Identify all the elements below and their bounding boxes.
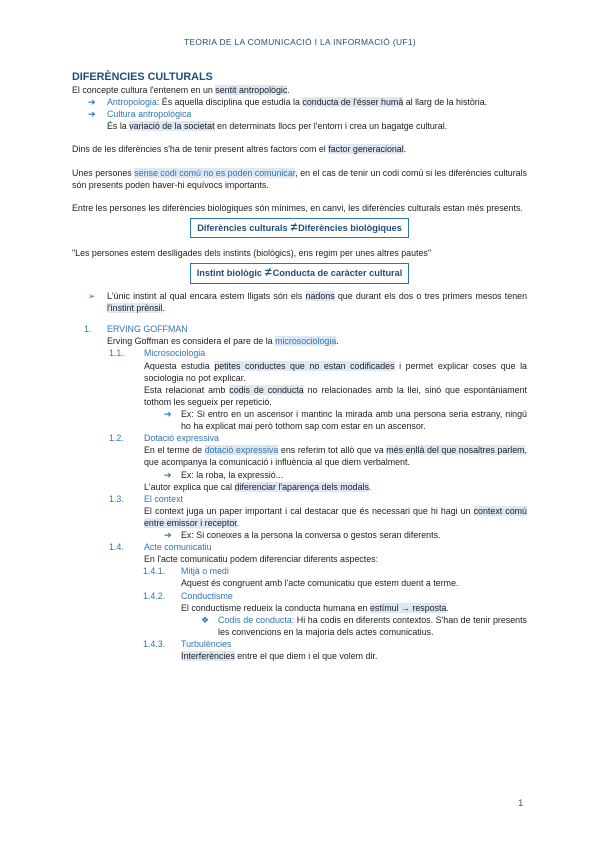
arrow-bullet-icon: ➔ xyxy=(164,469,172,480)
section-1-2: 1.2. Dotació expressiva En el terme de dotació expressiva ens referim tot allò que va més enllà del que nosaltres parlem, que acompanya la comunicació i influència al que diem verbalment. ➔ Ex: la roba, la expressió... L'autor explica que cal diferenciar l'aparença dels modals. xyxy=(109,433,528,492)
arrow-bullet-icon: ➔ xyxy=(164,408,172,419)
section-1-4-2: 1.4.2. Conductisme El conductisme redueix la conducta humana en estímul → resposta. ❖ Codis de conducta: Hi ha codis en diferents contextos. S'han de tenir presents les convencions en la majoria dels actes comunicatius. xyxy=(143,590,527,637)
highlight: sentit antropològic xyxy=(215,84,288,95)
arrow-bullet-icon: ➔ xyxy=(88,97,96,108)
diamond-bullet-icon: ❖ xyxy=(201,614,209,625)
comparison-box-1: Diferències culturals ≠ Diferències biològiques xyxy=(190,218,409,239)
section-1-3: 1.3. El context El context juga un paper important i cal destacar que és necessari que hi hagi un context comú entre emissor i receptor. ➔ Ex: Si coneixes a la persona la conversa o gestos seran diferents. xyxy=(109,493,527,541)
section-1-1: 1.1. Microsociologia Aquesta estudia petites conductes que no estan codificades i permet explicar coses que la sociologia no pot explicar. Esta relacionat amb codis de conducta no relacionades amb la llei, sinó que espontàniament tothom les segueix per repetició. ➔ Ex: Si entro en un ascensor i mantinc la mirada amb una persona seria estrany, ningú ho ha explicat mai però tothom sap com estar en un ascensor. xyxy=(109,348,527,432)
paragraph-generacional: Dins de les diferències s'ha de tenir present altres factors com el factor generacional. xyxy=(72,144,407,155)
arrow-bullet-icon: ➔ xyxy=(88,109,96,120)
section-1-4-1: 1.4.1. Mitjà o medi Aquest és congruent amb l'acte comunicatiu que estem duent a terme. xyxy=(143,566,459,589)
quote: "Les persones estem deslligades dels instints (biològics), ens regim per unes altres pautes" xyxy=(72,248,432,259)
document-body xyxy=(72,71,527,662)
paragraph-diferencies: Entre les persones les diferències biològiques són mínimes, en canvi, les diferències culturals estan més presents. xyxy=(72,202,523,213)
section-1-4: 1.4. Acte comunicatiu En l'acte comunicatiu podem diferenciar diferents aspectes: 1.4.1. Mitjà o medi Aquest és congruent amb l'acte comunicatiu que estem duent a terme. 1.4.2. Conductisme El conductisme redueix la conducta humana en estímul → resposta. ❖ Codis de conducta: Hi ha codis en diferents contextos. S'han de tenir presents les convencions en la majoria dels actes comunicatius. 1.4.3. Turbulències Interferències entre el que diem i el que volem dir. xyxy=(109,542,527,662)
not-equal-icon: ≠ xyxy=(265,265,270,280)
example: ➔ Ex: la roba, la expressió... xyxy=(164,469,284,480)
arrow-bullet-icon: ➔ xyxy=(164,530,172,541)
bullet-codis: ❖ Codis de conducta: Hi ha codis en diferents contextos. S'han de tenir presents les convencions en la majoria dels actes comunicatius. xyxy=(201,614,527,637)
section-heading: ERVING GOFFMAN xyxy=(107,324,188,335)
triangle-bullet-icon: ➢ xyxy=(88,290,96,301)
section-title: DIFERÈNCIES CULTURALS xyxy=(72,71,213,83)
intro-paragraph: El concepte cultura l'entenem en un sentit antropològic. xyxy=(72,84,290,95)
paragraph-codi-comu: Unes persones sense codi comú no es poden comunicar, en el cas de tenir un codi comú si les diferències culturals són presents poden haver-hi equívocs importants. xyxy=(72,167,527,190)
bullet-cultura-antropologica: ➔ Cultura antropològica És la variació de la societat en determinats llocs per l'entorn i crea un bagatge cultural. xyxy=(88,109,448,132)
bullet-antropologia: ➔ Antropologia: És aquella disciplina que estudia la conducta de l'ésser humà al llarg de la història. xyxy=(88,97,488,108)
bullet-nadons: ➢ L'únic instint al qual encara estem lligats són els nadons que durant els dos o tres primers mesos tenen l'instint prènsil. xyxy=(88,290,528,314)
comparison-box-2: Instint biològic ≠ Conducta de caràcter cultural xyxy=(190,263,410,284)
section-1: 1. ERVING GOFFMAN Erving Goffman es considera el pare de la microsociologia. 1.1. Microsociologia Aquesta estudia petites conductes que no estan codificades i permet explicar coses que la sociologia no pot explicar. Esta relacionat amb codis de conducta no relacionades amb la llei, sinó que espontàniament tothom les segueix per repetició. ➔ Ex: Si entro en un ascensor i mantinc la mirada amb una persona seria estrany, ningú ho ha explicat mai però tothom sap com estar en un ascensor. 1.2. Dotació expressiva En el terme de dotació expressiva ens referim tot allò que va més enllà del que nosaltres parlem, que acompanya la comunicació i influència al que diem verbalment. ➔ Ex: la roba, la expressió... L'autor explica que cal diferenciar l'aparença dels modals. 1.3. El context El context juga un paper important i cal destacar que és necessari que hi hagi un context comú entre emissor i receptor. ➔ Ex: Si coneixes a la persona la conversa o gestos seran diferents. 1.4. Acte comunicatiu En l'acte comunicatiu podem diferenciar diferents aspectes: 1.4.1. Mitjà o medi Aquest és congruent amb l'acte comunicatiu que estem duent a terme. 1.4.2. Conductisme El conductisme redueix la conducta humana en estímul → resposta. ❖ Codis de conducta: Hi ha codis en diferents contextos. S'han de tenir presents les convencions en la majoria dels actes comunicatius. 1.4.3. Turbulències Interferències entre el que diem i el que volem dir. xyxy=(84,324,528,662)
not-equal-icon: ≠ xyxy=(290,219,296,234)
section-1-4-3: 1.4.3. Turbulències Interferències entre el que diem i el que volem dir. xyxy=(143,639,378,662)
header-title: TEORIA DE LA COMUNICACIÓ I LA INFORMACIÓ (UF1) xyxy=(183,37,416,47)
page-number: 1 xyxy=(518,798,524,809)
example: ➔ Ex: Si entro en un ascensor i mantinc la mirada amb una persona seria estrany, ningú ho ha explicat mai però tothom sap com estar en un ascensor. xyxy=(164,408,527,432)
section-number: 1. xyxy=(84,324,92,335)
example: ➔ Ex: Si coneixes a la persona la conversa o gestos seran diferents. xyxy=(164,530,441,541)
